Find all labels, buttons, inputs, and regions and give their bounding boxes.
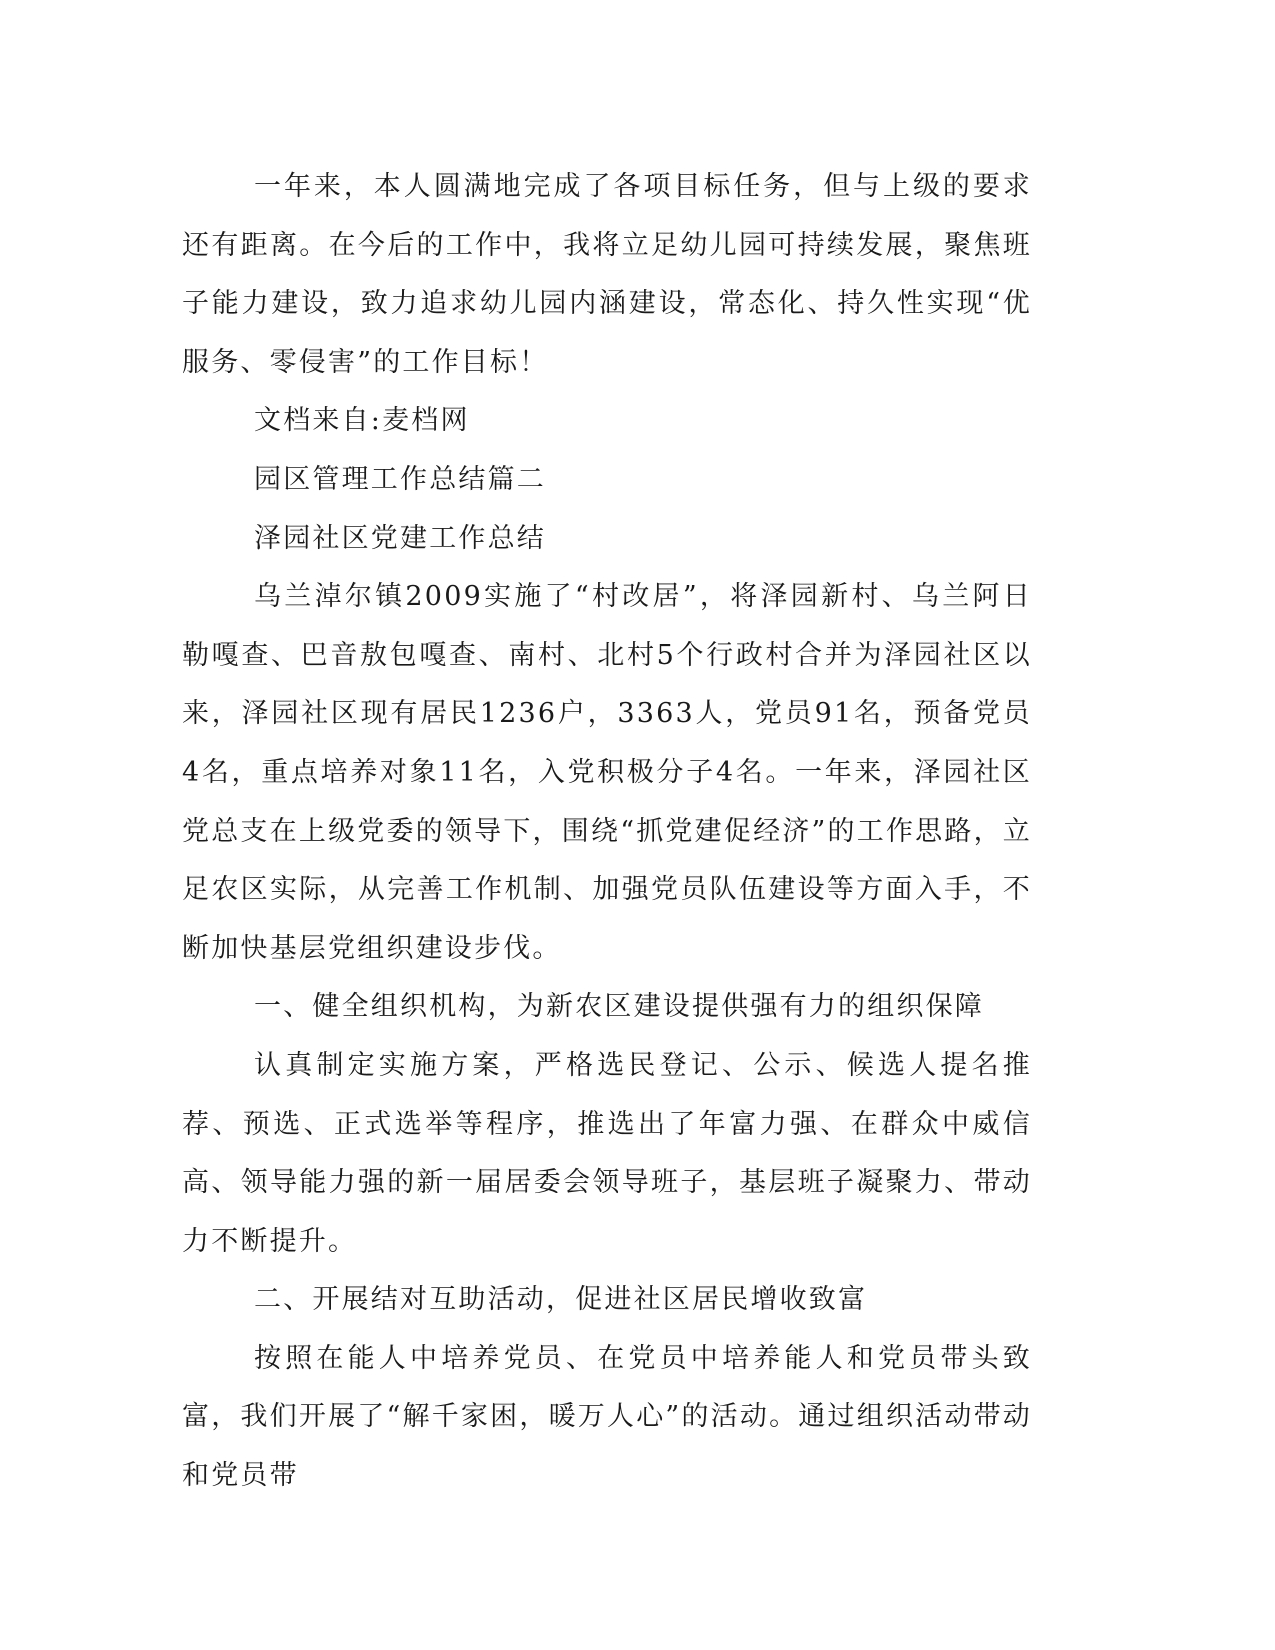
source-note: 文档来自:麦档网: [254, 405, 470, 437]
paragraph-closing-summary: 一年来，本人圆满地完成了各项目标任务，但与上级的要求还有距离。在今后的工作中，我将立足幼儿园可持续发展，聚焦班子能力建设，致力追求幼儿园内涵建设，常态化、持久性实现“优服务、零侵害”的工作目标！: [182, 171, 1032, 378]
document-body: [182, 158, 1032, 1506]
section-heading: 园区管理工作总结篇二: [254, 463, 546, 495]
paragraph-community-overview: 乌兰淖尔镇2009实施了“村改居”，将泽园新村、乌兰阿日勒嘎查、巴音敖包嘎查、南村、北村5个行政村合并为泽园社区以来，泽园社区现有居民1236户，3363人，党员91名，预备党员4名，重点培养对象11名，入党积极分子4名。一年来，泽园社区党总支在上级党委的领导下，围绕“抓党建促经济”的工作思路，立足农区实际，从完善工作机制、加强党员队伍建设等方面入手，不断加快基层党组织建设步伐。: [182, 581, 1032, 964]
paragraph-election: 认真制定实施方案，严格选民登记、公示、候选人提名推荐、预选、正式选举等程序，推选出了年富力强、在群众中威信高、领导能力强的新一届居委会领导班子，基层班子凝聚力、带动力不断提升。: [182, 1049, 1032, 1257]
document-title: 泽园社区党建工作总结: [254, 522, 546, 554]
subheading-mutual-aid: 二、开展结对互助活动，促进社区居民增收致富: [254, 1284, 868, 1316]
subheading-organization: 一、健全组织机构，为新农区建设提供强有力的组织保障: [254, 991, 984, 1023]
paragraph-mutual-aid: 按照在能人中培养党员、在党员中培养能人和党员带头致富，我们开展了“解千家困，暖万人心”的活动。通过组织活动带动和党员带: [182, 1342, 1032, 1492]
